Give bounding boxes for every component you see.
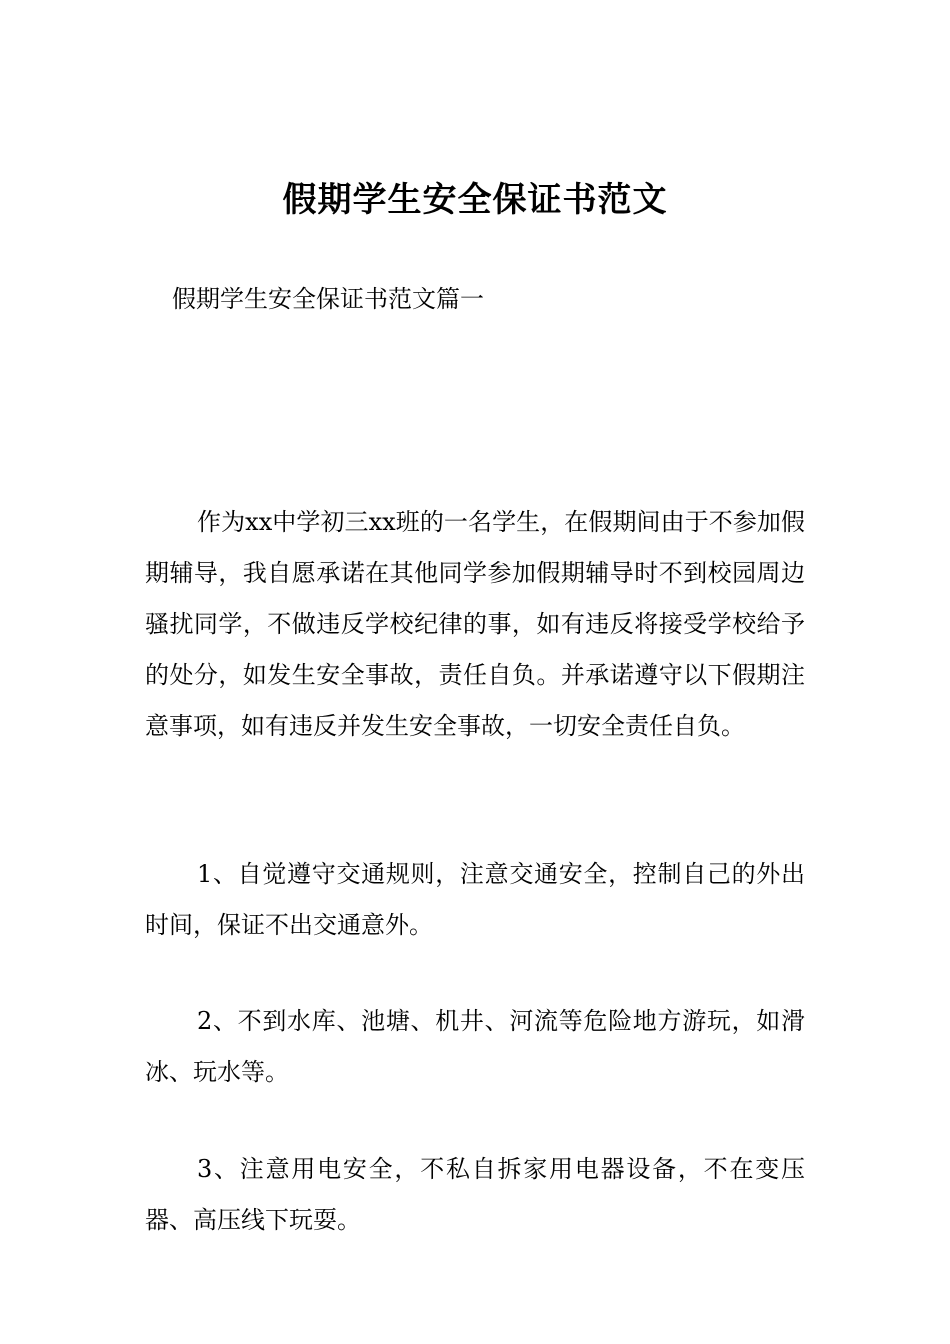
- paragraph-item-1: 1、自觉遵守交通规则，注意交通安全，控制自己的外出时间，保证不出交通意外。: [145, 860, 805, 939]
- paragraph-item-3: 3、注意用电安全，不私自拆家用电器设备，不在变压器、高压线下玩耍。: [145, 1155, 805, 1234]
- paragraph-item-2: 2、不到水库、池塘、机井、河流等危险地方游玩，如滑冰、玩水等。: [145, 1007, 805, 1086]
- paragraph-intro: 作为xx中学初三xx班的一名学生，在假期间由于不参加假期辅导，我自愿承诺在其他同学参加假期辅导时不到校园周边骚扰同学，不做违反学校纪律的事，如有违反将接受学校给予的处分，如发生安全事故，责任自负。并承诺遵守以下假期注意事项，如有违反并发生安全事故，一切安全责任自负。: [145, 508, 805, 740]
- document-subtitle: 假期学生安全保证书范文篇一: [172, 285, 484, 313]
- document-title: 假期学生安全保证书范文: [282, 180, 668, 220]
